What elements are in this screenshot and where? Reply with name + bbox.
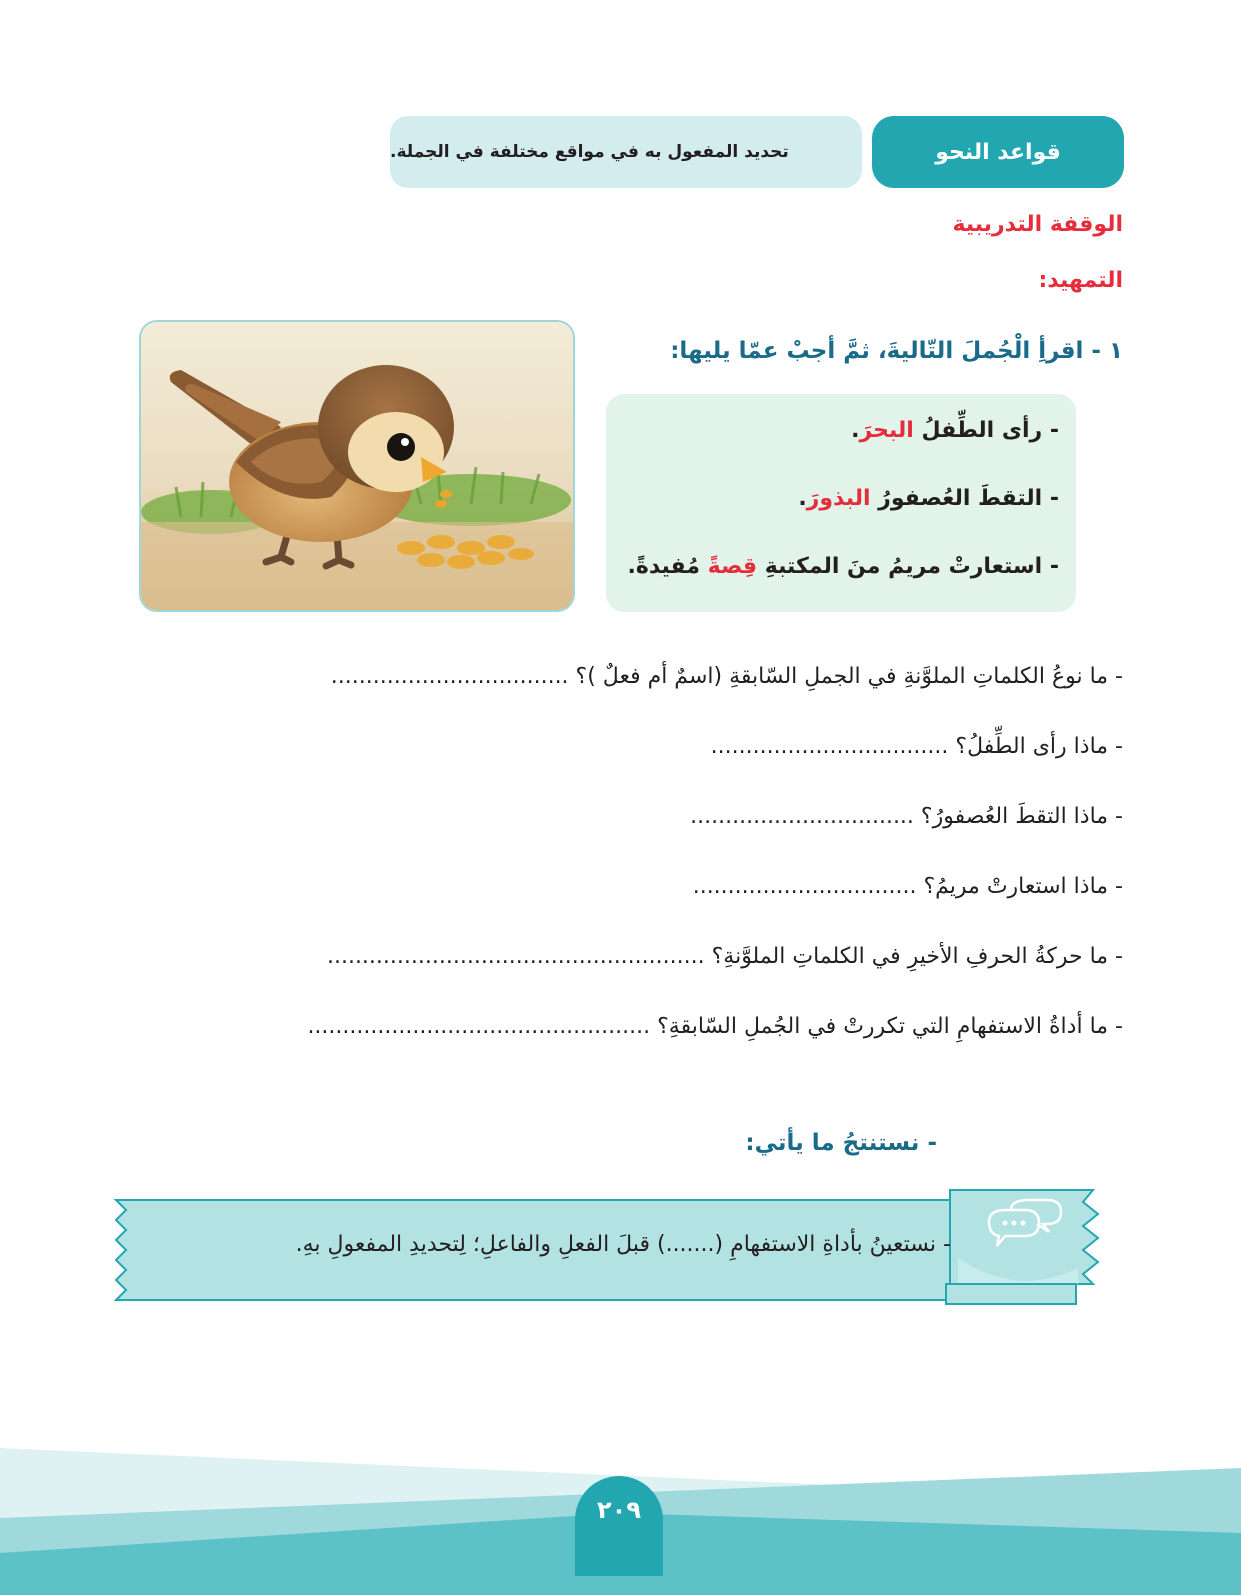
- lesson-category-label: قواعد النحو: [935, 139, 1061, 165]
- sentence-1-end: .: [851, 418, 860, 443]
- section-title: الوقفة التدريبية: [952, 212, 1123, 237]
- lesson-category-tab: [872, 116, 1124, 188]
- sentence-3-text: - استعارتْ مريمُ منَ المكتبةِ: [757, 554, 1059, 579]
- sentence-2: [798, 486, 1059, 511]
- sentence-3-object: قِصةً: [707, 554, 758, 579]
- question-line-1: - ما نوعُ الكلماتِ الملوَّنةِ في الجملِ السّابقةِ (اسمٌ أم فعلٌ )؟ ..................................: [330, 664, 1123, 689]
- sentence-1: [851, 418, 1059, 443]
- sentence-3: [627, 554, 1059, 579]
- question-line-2: - ماذا رأى الطِّفلُ؟ ..................................: [710, 734, 1123, 759]
- question-1: ١ - اقرأِ الْجُملَ التّاليةَ، ثمَّ أجبْ عمّا يليها:: [670, 338, 1123, 364]
- lesson-topic-label: تحديد المفعول به في مواقع مختلفة في الجملة.: [390, 142, 789, 162]
- question-line-4: - ماذا استعارتْ مريمُ؟ ................................: [692, 874, 1123, 899]
- sentence-3-end: مُفيدةً.: [627, 554, 708, 579]
- sentence-2-text: - التقطَ العُصفورُ: [870, 486, 1059, 511]
- question-line-6: - ما أداةُ الاستفهامِ التي تكررتْ في الجُملِ السّابقةِ؟ .................................................: [307, 1014, 1123, 1039]
- conclusion-text: - نستعينُ بأداةِ الاستفهامِ (.......) قبلَ الفعلِ والفاعلِ؛ لِتحديدِ المفعولِ بهِ.: [295, 1232, 951, 1257]
- question-line-3: - ماذا التقطَ العُصفورُ؟ ................................: [690, 804, 1123, 829]
- conclusion-title: - نستنتجُ ما يأتي:: [745, 1130, 937, 1156]
- lesson-topic-pill: [390, 116, 862, 188]
- bird-eating-seeds-image: [141, 322, 573, 610]
- sentence-2-end: .: [798, 486, 807, 511]
- sentence-1-object: البحرَ: [859, 418, 914, 443]
- sentence-2-object: البذورَ: [806, 486, 871, 511]
- intro-title: التمهيد:: [1038, 268, 1123, 293]
- question-line-5: - ما حركةُ الحرفِ الأخيرِ في الكلماتِ الملوَّنةِ؟ ......................................................: [326, 944, 1123, 969]
- speech-bubbles-icon: [985, 1196, 1065, 1256]
- sentence-1-text: - رأى الطِّفلُ: [913, 418, 1059, 443]
- bird-illustration: [139, 320, 575, 612]
- page-number: ٢٠٩: [575, 1476, 663, 1576]
